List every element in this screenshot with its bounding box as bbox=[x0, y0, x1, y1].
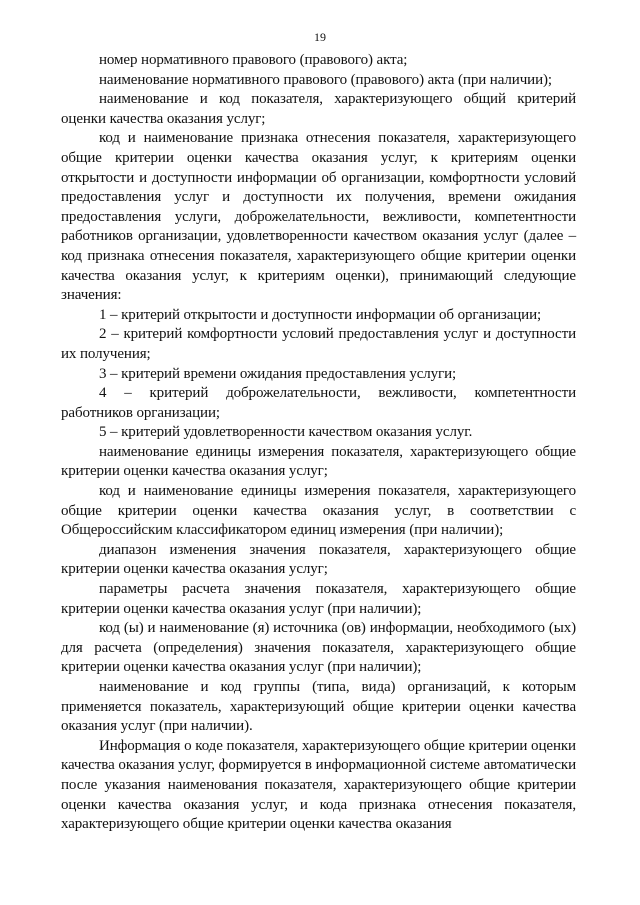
list-item: 4 – критерий доброжелательности, вежливости, компетентности работников организации; bbox=[61, 385, 576, 421]
paragraph: наименование нормативного правового (правового) акта (при наличии); bbox=[99, 71, 552, 88]
list-item: 2 – критерий комфортности условий предоставления услуг и доступности их получения; bbox=[61, 326, 576, 362]
paragraph: номер нормативного правового (правового) акта; bbox=[99, 52, 408, 68]
paragraph: код и наименование единицы измерения показателя, характеризующего общие критерии оценки качества оказания услуг, в соответствии с Общероссийским классификатором единиц измерения (при наличии); bbox=[61, 483, 576, 539]
paragraph: диапазон изменения значения показателя, характеризующего общие критерии оценки качества оказания услуг; bbox=[61, 541, 576, 578]
paragraph: параметры расчета значения показателя, характеризующего общие критерии оценки качества оказания услуг (при наличии); bbox=[61, 581, 576, 617]
paragraph: наименование и код группы (типа, вида) организаций, к которым применяется показатель, характеризующий общие критерии оценки качества оказания услуг (при наличии). bbox=[61, 679, 576, 735]
page-number: 19 bbox=[314, 30, 326, 44]
paragraph: код (ы) и наименование (я) источника (ов) информации, необходимого (ых) для расчета (определения) значения показателя, характеризующего общие критерии оценки качества оказания услуг (при наличии); bbox=[61, 620, 576, 676]
paragraph: наименование и код показателя, характеризующего общий критерий оценки качества оказания услуг; bbox=[61, 91, 576, 127]
document-body bbox=[61, 51, 576, 835]
paragraph: наименование единицы измерения показателя, характеризующего общие критерии оценки качества оказания услуг; bbox=[61, 443, 576, 480]
list-item: 1 – критерий открытости и доступности информации об организации; bbox=[99, 306, 542, 323]
paragraph: код и наименование признака отнесения показателя, характеризующего общие критерии оценки качества оказания услуг, к критериям оценки открытости и доступности информации об организации, комфортности условий предоставления услуг и доступности их получения, времени ожидания предоставления услуги, доброжелательности, вежливости, компетентности работников организации, удовлетворенности качеством оказания услуг (далее – код признака отнесения показателя, характеризующего общие критерии оценки качества оказания услуг, к критериям оценки), принимающий следующие значения: bbox=[61, 130, 576, 304]
paragraph: Информация о коде показателя, характеризующего общие критерии оценки качества оказания услуг, формируется в информационной системе автоматически после указания наименования показателя, характеризующего общие критерии оценки качества оказания услуг, и кода признака отнесения показателя, характеризующего общие критерии оценки качества оказания bbox=[61, 737, 576, 833]
list-item: 3 – критерий времени ожидания предоставления услуги; bbox=[99, 365, 457, 382]
list-item: 5 – критерий удовлетворенности качеством оказания услуг. bbox=[99, 424, 473, 441]
